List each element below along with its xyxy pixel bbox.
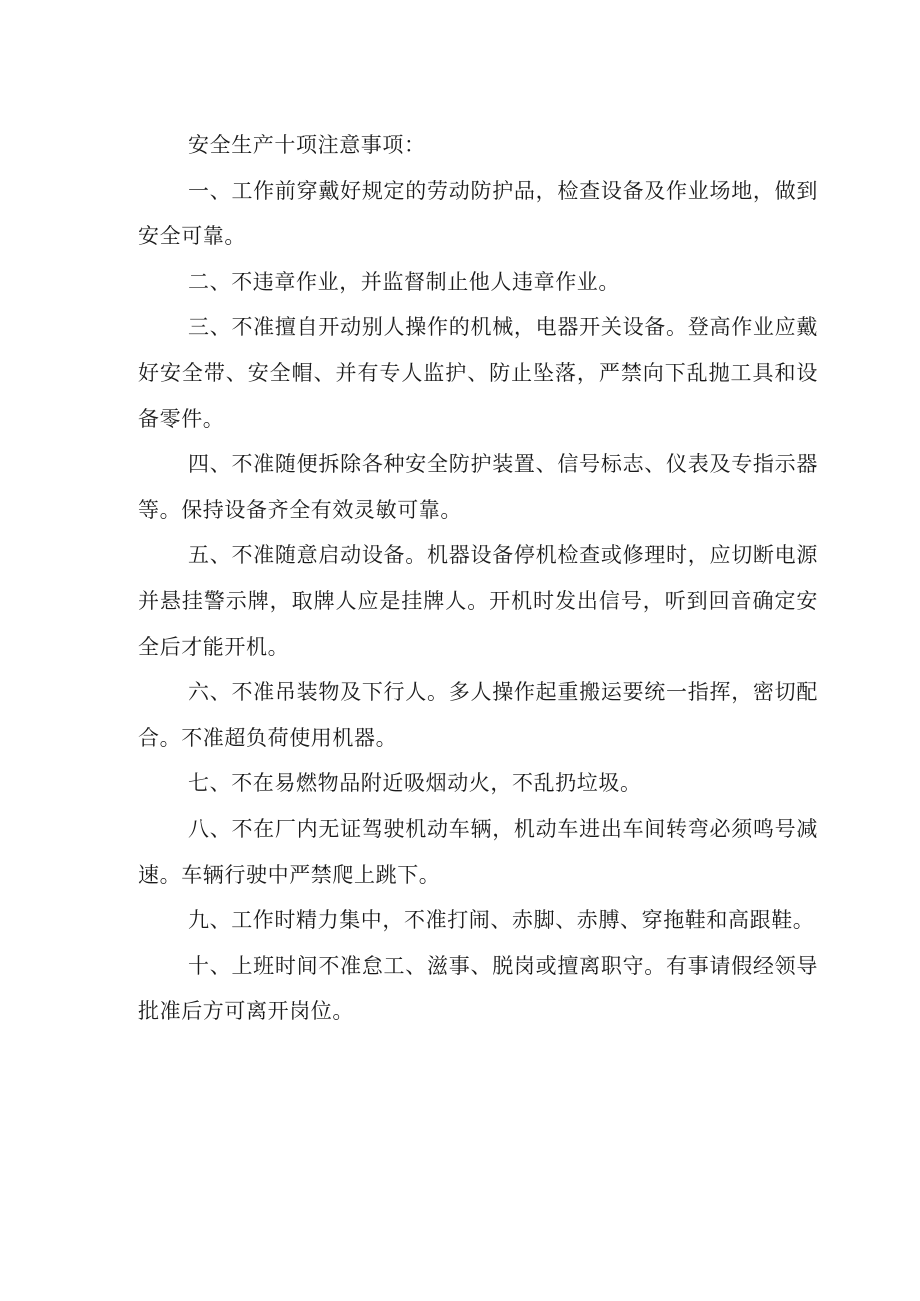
rule-item-8: 八、不在厂内无证驾驶机动车辆，机动车进出车间转弯必须鸣号减速。车辆行驶中严禁爬上跳下。 — [138, 816, 818, 887]
rule-item-10: 十、上班时间不准怠工、滋事、脱岗或擅离职守。有事请假经领导批准后方可离开岗位。 — [138, 953, 818, 1024]
rule-item-2: 二、不违章作业，并监督制止他人违章作业。 — [188, 269, 620, 294]
rule-item-3: 三、不准擅自开动别人操作的机械，电器开关设备。登高作业应戴好安全带、安全帽、并有专人监护、防止坠落，严禁向下乱抛工具和设备零件。 — [138, 315, 818, 431]
document-body — [138, 123, 818, 1035]
rule-item-1: 一、工作前穿戴好规定的劳动防护品，检查设备及作业场地，做到安全可靠。 — [138, 178, 818, 249]
rule-item-4: 四、不准随便拆除各种安全防护装置、信号标志、仪表及专指示器等。保持设备齐全有效灵敏可靠。 — [138, 452, 818, 522]
rule-item-5: 五、不准随意启动设备。机器设备停机检查或修理时，应切断电源并悬挂警示牌，取牌人应是挂牌人。开机时发出信号，听到回音确定安全后才能开机。 — [138, 543, 818, 659]
rule-item-7: 七、不在易燃物品附近吸烟动火，不乱扔垃圾。 — [188, 771, 642, 796]
document-heading: 安全生产十项注意事项： — [188, 133, 426, 157]
rule-item-6: 六、不准吊装物及下行人。多人操作起重搬运要统一指挥，密切配合。不准超负荷使用机器。 — [138, 680, 818, 750]
rule-item-9: 九、工作时精力集中，不准打闹、赤脚、赤膊、穿拖鞋和高跟鞋。 — [188, 908, 815, 933]
